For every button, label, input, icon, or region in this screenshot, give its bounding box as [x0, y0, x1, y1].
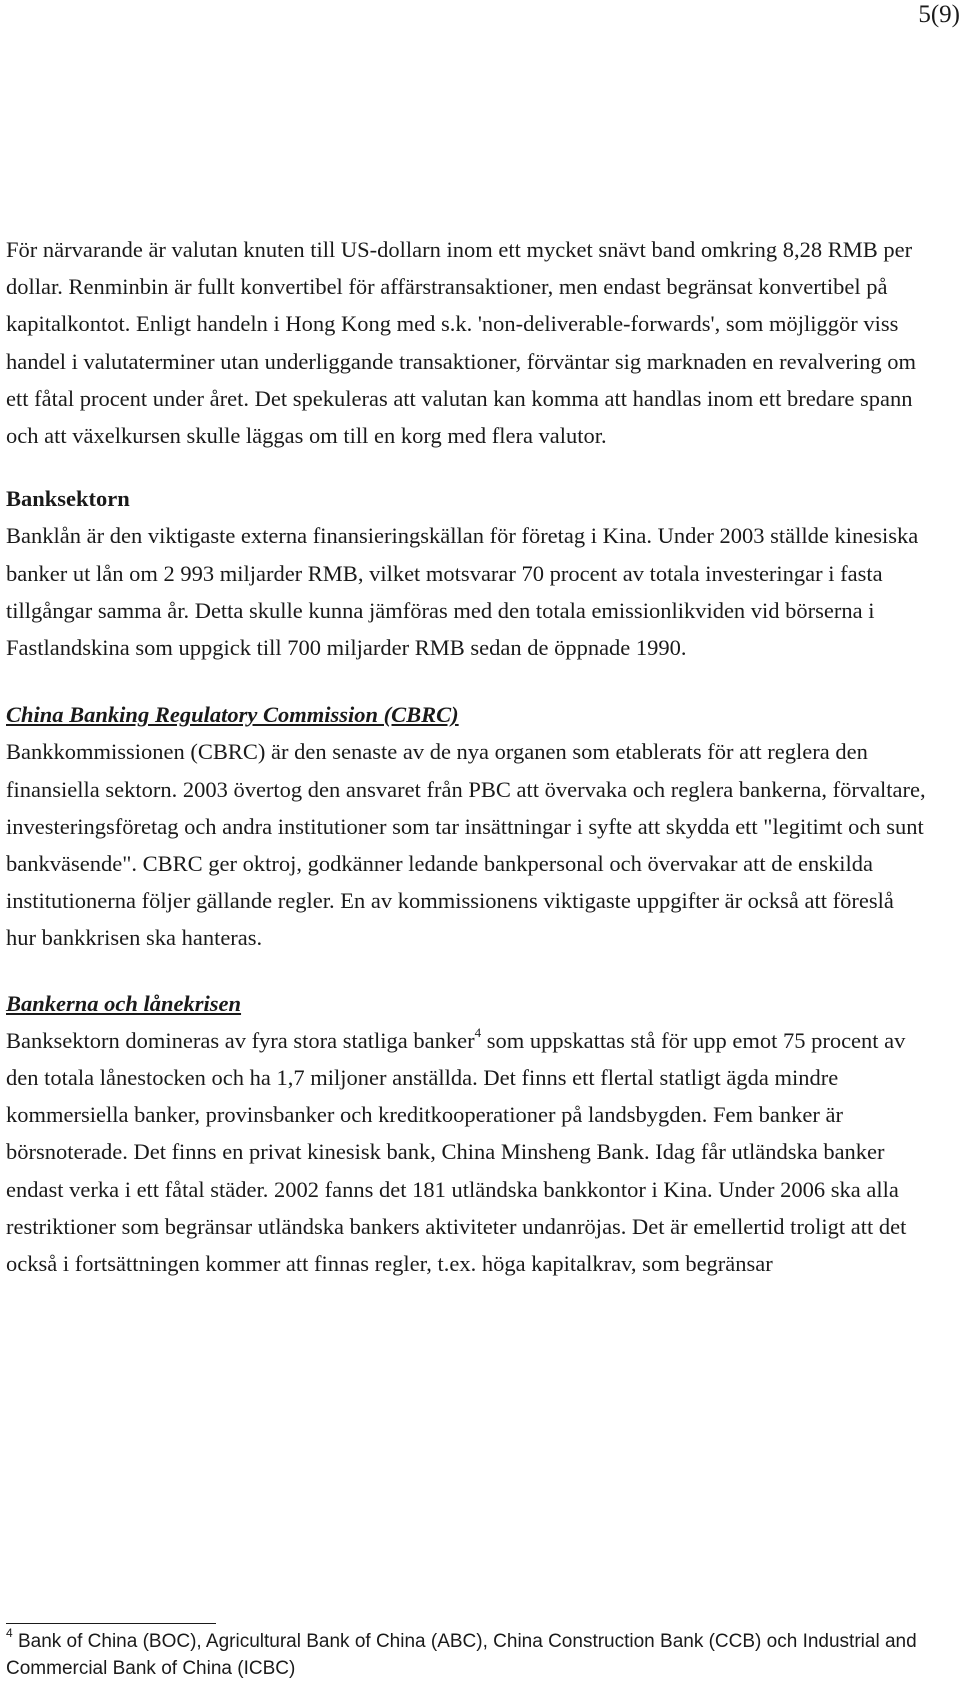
bankerna-text-start: Banksektorn domineras av fyra stora statliga banker	[6, 1027, 475, 1053]
bankerna-text-end: som uppskattas stå för upp emot 75 procent av den totala lånestocken och ha 1,7 miljoner anställda. Det finns ett flertal statligt ägda mindre kommersiella banker, provinsbanker och kreditkooperationer på landsbygden. Fem banker är börsnoterade. Det finns en privat kinesisk bank, China Minsheng Bank. Idag får utländska banker endast verka i ett fåtal städer. 2002 fanns det 181 utländska bankkontor i Kina. Under 2006 ska alla restriktioner som begränsar utländska bankers aktiviteter undanröjas. Det är emellertid troligt att det också i fortsättningen kommer att finnas regler, t.ex. höga kapitalkrav, som begränsar	[6, 1027, 907, 1277]
banksektorn-paragraph: Banklån är den viktigaste externa finansieringskällan för företag i Kina. Under 2003 ställde kinesiska banker ut lån om 2 993 miljarder RMB, vilket motsvarar 70 procent av totala investeringar i fasta tillgångar samma år. Detta skulle kunna jämföras med den totala emissionlikviden vid börserna i Fastlandskina som uppgick till 700 miljarder RMB sedan de öppnade 1990.	[6, 523, 919, 661]
cbrc-paragraph: Bankkommissionen (CBRC) är den senaste av de nya organen som etablerats för att reglera den finansiella sektorn. 2003 övertog den ansvaret från PBC att övervaka och reglera bankerna, förvaltare, investeringsföretag och andra institutioner som tar insättningar i syfte att skydda ett "legitimt och sunt bankväsende". CBRC ger oktroj, godkänner ledande bankpersonal och övervakar att de enskilda institutionerna följer gällande regler. En av kommissionens viktigaste uppgifter är också att föreslå hur bankkrisen ska hanteras.	[6, 739, 926, 951]
intro-paragraph: För närvarande är valutan knuten till US-dollarn inom ett mycket snävt band omkring 8,28 RMB per dollar. Renminbin är fullt konvertibel för affärstransaktioner, men endast begränsat konvertibel på kapitalkontot. Enligt handeln i Hong Kong med s.k. 'non-deliverable-forwards', som möjliggör viss handel i valutaterminer utan underliggande transaktioner, förväntar sig marknaden en revalvering om ett fåtal procent under året. Det spekuleras att valutan kan komma att handlas inom ett bredare spann och att växelkursen skulle läggas om till en korg med flera valutor.	[6, 237, 917, 449]
body-text	[6, 231, 926, 1282]
page-number: 5(9)	[918, 1, 960, 28]
cbrc-heading: China Banking Regulatory Commission (CBRC)	[6, 702, 459, 728]
footnote-divider	[6, 1623, 216, 1624]
bankerna-heading: Bankerna och lånekrisen	[6, 990, 242, 1016]
footnote-reference[interactable]: 4	[474, 1025, 482, 1041]
footnote-marker: 4	[6, 1625, 13, 1640]
footnote-text: Bank of China (BOC), Agricultural Bank of China (ABC), China Construction Bank (CCB) och Industrial and Commercial Bank of China (ICBC)	[6, 1631, 917, 1679]
banksektorn-heading: Banksektorn	[6, 486, 130, 512]
bankerna-paragraph	[6, 1022, 926, 1282]
footnote	[6, 1625, 926, 1682]
